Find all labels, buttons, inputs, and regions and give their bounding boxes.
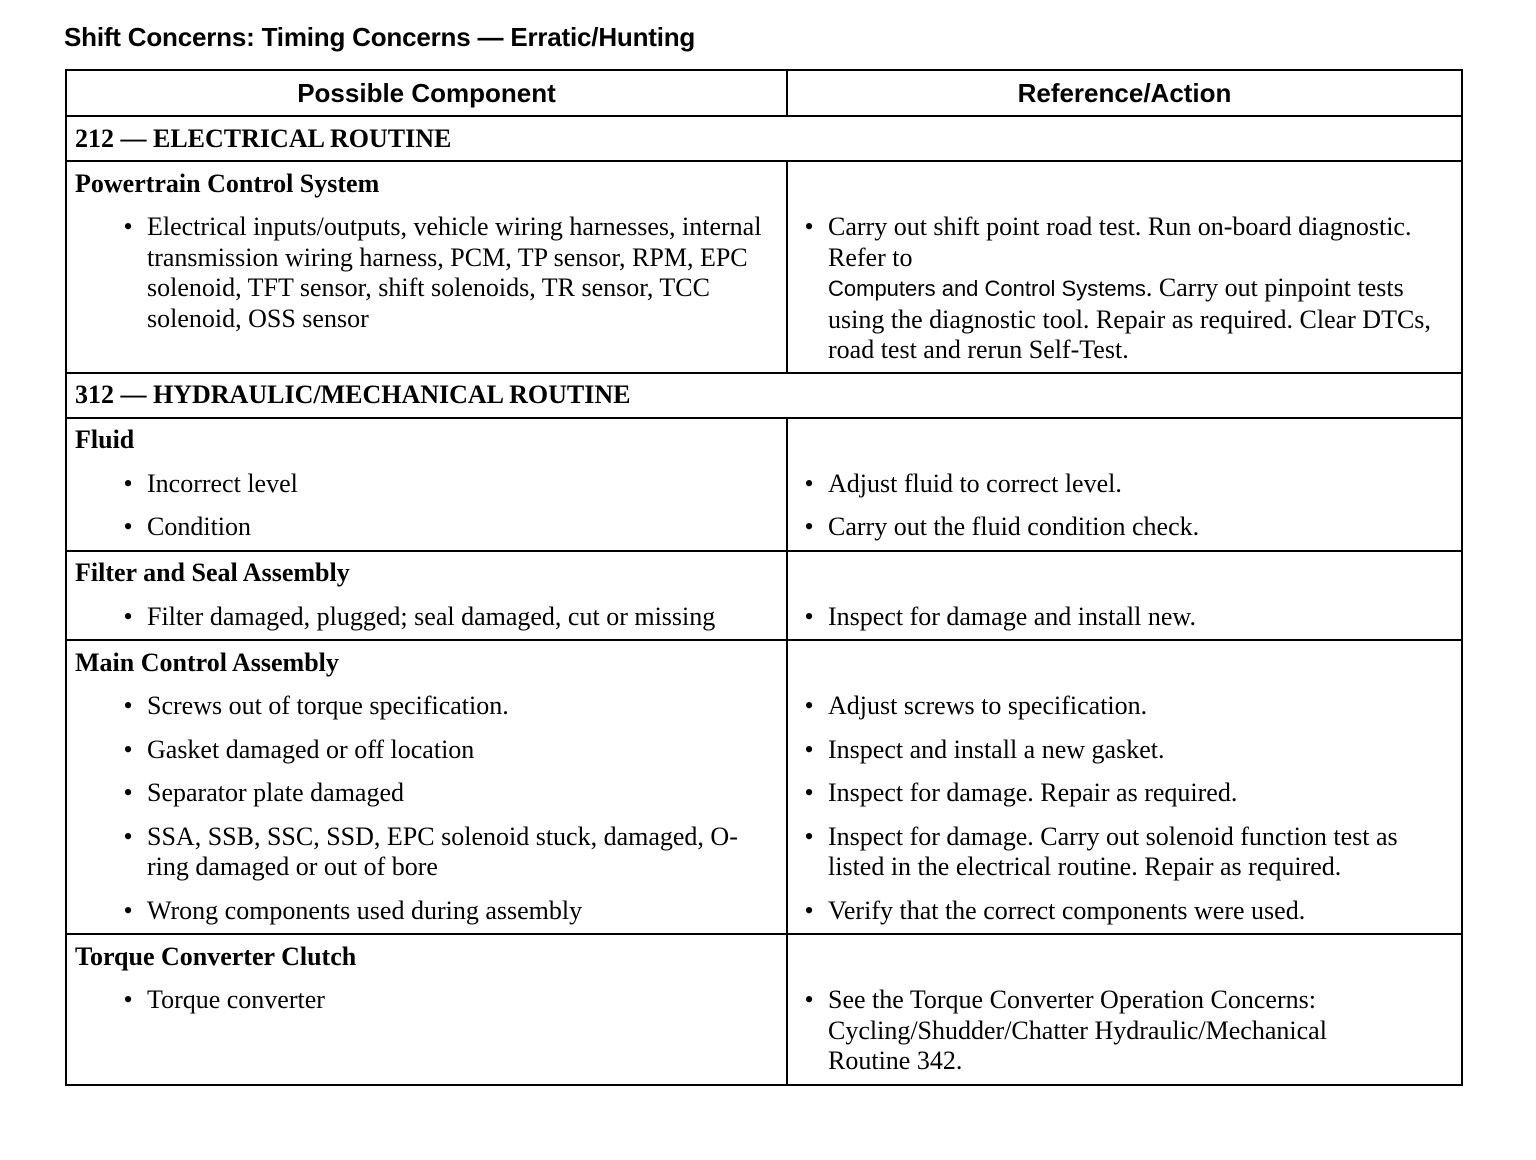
bullet-icon: • bbox=[123, 821, 133, 851]
routine-header-electrical: 212 — ELECTRICAL ROUTINE bbox=[67, 117, 1461, 162]
bullet-icon: • bbox=[123, 601, 133, 631]
column-header-reference-action: Reference/Action bbox=[1017, 77, 1232, 108]
bullet-icon: • bbox=[123, 985, 133, 1014]
table-header-row bbox=[67, 71, 1461, 117]
component-text: Separator plate damaged bbox=[147, 778, 404, 807]
action-item bbox=[788, 816, 1461, 890]
bullet-icon: • bbox=[804, 895, 814, 925]
component-text: Incorrect level bbox=[147, 468, 298, 498]
action-item bbox=[788, 463, 1461, 507]
action-text: Verify that the correct components were used. bbox=[828, 895, 1306, 925]
bullet-icon: • bbox=[123, 468, 133, 498]
component-item bbox=[67, 772, 786, 816]
bullet-icon: • bbox=[804, 468, 814, 498]
component-item bbox=[67, 816, 786, 890]
action-text: Inspect for damage and install new. bbox=[828, 601, 1196, 631]
action-item bbox=[788, 506, 1461, 550]
document-title: Shift Concerns: Timing Concerns — Erratic/Hunting bbox=[64, 22, 696, 52]
group-title: Torque Converter Clutch bbox=[75, 941, 357, 971]
action-text: Carry out the fluid condition check. bbox=[828, 512, 1200, 541]
group-torque-converter-clutch bbox=[67, 935, 1461, 1084]
component-item bbox=[67, 463, 786, 507]
component-text: Wrong components used during assembly bbox=[147, 895, 583, 925]
bullet-icon: • bbox=[804, 512, 814, 541]
bullet-icon: • bbox=[123, 895, 133, 925]
group-title: Powertrain Control System bbox=[75, 168, 380, 198]
action-item bbox=[788, 729, 1461, 773]
bullet-icon: • bbox=[123, 778, 133, 807]
bullet-icon: • bbox=[123, 691, 133, 720]
action-text: Inspect for damage. Repair as required. bbox=[828, 778, 1238, 807]
component-text: Screws out of torque specification. bbox=[147, 691, 509, 720]
action-item bbox=[788, 596, 1461, 640]
group-fluid bbox=[67, 419, 1461, 552]
component-text: SSA, SSB, SSC, SSD, EPC solenoid stuck, damaged, O-ring damaged or out of bore bbox=[147, 821, 738, 881]
component-item bbox=[67, 729, 786, 773]
group-title: Main Control Assembly bbox=[75, 647, 339, 677]
bullet-icon: • bbox=[804, 601, 814, 631]
bullet-icon: • bbox=[804, 778, 814, 807]
action-item bbox=[788, 772, 1461, 816]
bullet-icon: • bbox=[123, 512, 133, 541]
bullet-icon: • bbox=[804, 985, 814, 1014]
group-title: Fluid bbox=[75, 425, 135, 455]
component-item bbox=[67, 979, 786, 1023]
component-text: Torque converter bbox=[147, 985, 325, 1014]
component-item bbox=[67, 206, 786, 344]
action-text: Adjust fluid to correct level. bbox=[828, 468, 1122, 498]
action-text: Inspect for damage. Carry out solenoid function test as listed in the electrical routine. Repair as required. bbox=[828, 821, 1398, 881]
action-item bbox=[788, 979, 1461, 1084]
component-item bbox=[67, 506, 786, 550]
action-text: See the Torque Converter Operation Concerns: Cycling/Shudder/Chatter Hydraulic/Mechanical Routine 342. bbox=[828, 985, 1327, 1075]
reference-link-computers-and-control-systems: Computers and Control Systems bbox=[828, 276, 1146, 301]
bullet-icon: • bbox=[123, 734, 133, 764]
action-item bbox=[788, 685, 1461, 729]
action-item bbox=[788, 890, 1461, 934]
action-text-continued: . Carry out pinpoint tests using the diagnostic tool. Repair as required. Clear DTCs, road test and rerun Self-Test. bbox=[828, 273, 1431, 364]
bullet-icon: • bbox=[804, 212, 814, 241]
bullet-icon: • bbox=[123, 212, 133, 241]
component-text: Filter damaged, plugged; seal damaged, cut or missing bbox=[147, 601, 716, 631]
routine-header-hydraulic-mechanical: 312 — HYDRAULIC/MECHANICAL ROUTINE bbox=[67, 374, 1461, 419]
bullet-icon: • bbox=[804, 821, 814, 851]
component-item bbox=[67, 596, 786, 640]
group-filter-and-seal-assembly bbox=[67, 552, 1461, 642]
diagnostic-table bbox=[65, 69, 1463, 1086]
action-text: Carry out shift point road test. Run on-board diagnostic. Refer to bbox=[828, 212, 1412, 272]
component-item bbox=[67, 890, 786, 934]
group-title: Filter and Seal Assembly bbox=[75, 558, 350, 588]
component-text: Gasket damaged or off location bbox=[147, 734, 475, 764]
bullet-icon: • bbox=[804, 734, 814, 764]
action-text: Inspect and install a new gasket. bbox=[828, 734, 1165, 764]
component-item bbox=[67, 685, 786, 729]
bullet-icon: • bbox=[804, 691, 814, 720]
component-text: Electrical inputs/outputs, vehicle wiring harnesses, internal transmission wiring harness, PCM, TP sensor, RPM, EPC solenoid, TFT sensor, shift solenoids, TR sensor, TCC solenoid, OSS sensor bbox=[147, 212, 762, 333]
action-item bbox=[788, 206, 1461, 372]
group-main-control-assembly bbox=[67, 641, 1461, 935]
group-powertrain-control-system bbox=[67, 162, 1461, 374]
action-text: Adjust screws to specification. bbox=[828, 691, 1148, 720]
column-header-possible-component: Possible Component bbox=[67, 71, 788, 115]
component-text: Condition bbox=[147, 512, 252, 541]
